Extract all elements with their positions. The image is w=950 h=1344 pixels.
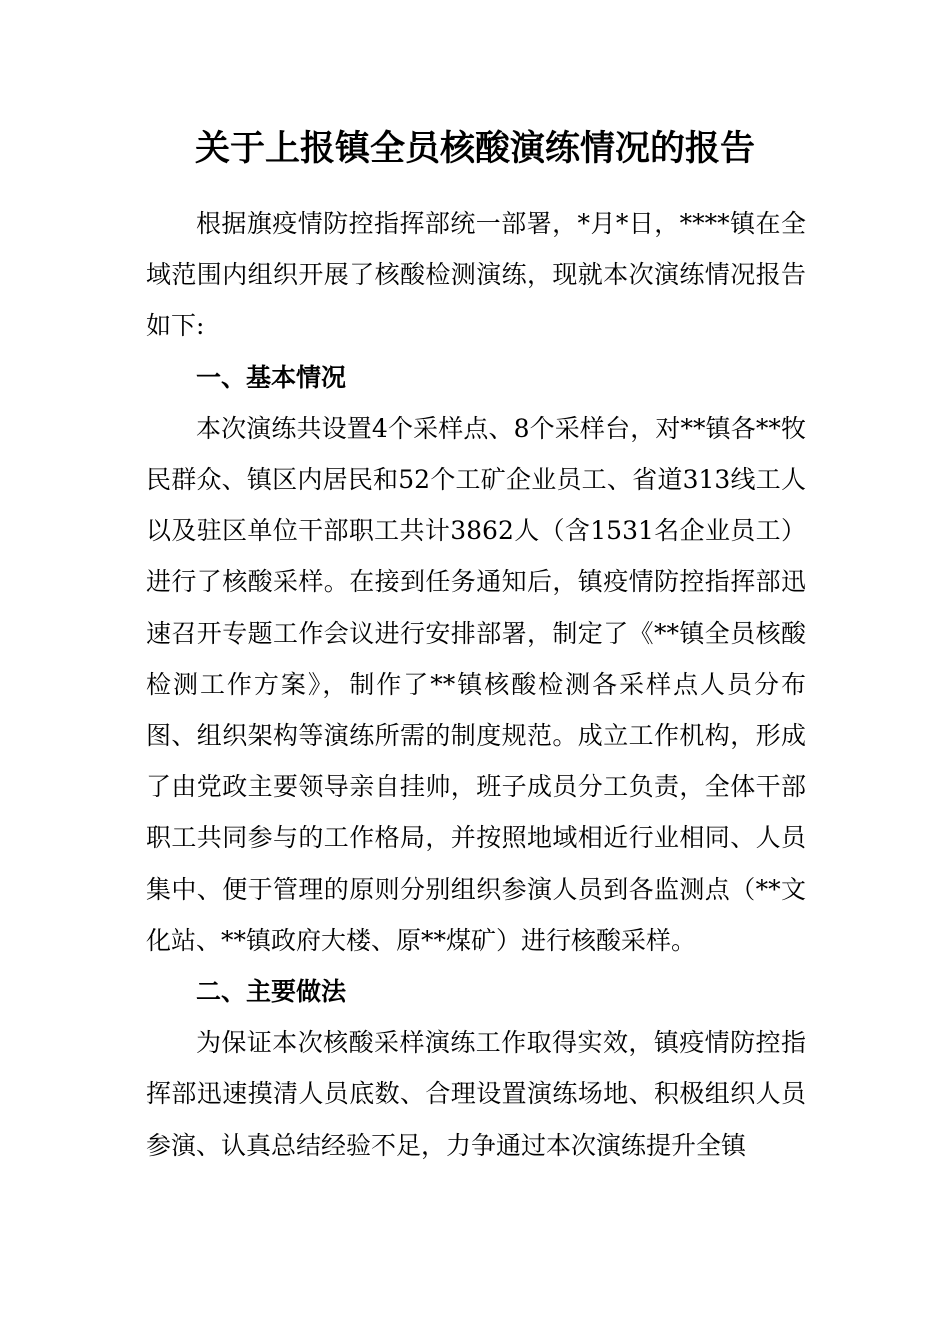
basic-situation-paragraph: 本次演练共设置4个采样点、8个采样台，对**镇各**牧民群众、镇区内居民和52个工矿企业员工、省道313线工人以及驻区单位干部职工共计3862人（含1531名企业员工）进行了核酸采样。在接到任务通知后，镇疫情防控指挥部迅速召开专题工作会议进行安排部署，制定了《**镇全员核酸检测工作方案》，制作了**镇核酸检测各采样点人员分布图、组织架构等演练所需的制度规范。成立工作机构，形成了由党政主要领导亲自挂帅，班子成员分工负责，全体干部职工共同参与的工作格局，并按照地域相近行业相同、人员集中、便于管理的原则分别组织参演人员到各监测点（**文化站、**镇政府大楼、原**煤矿）进行核酸采样。 <box>146 413 806 955</box>
section-heading-basic-situation: 一、基本情况 <box>196 362 347 392</box>
section-heading-main-practices: 二、主要做法 <box>196 977 347 1007</box>
document-title: 关于上报镇全员核酸演练情况的报告 <box>194 128 755 169</box>
document-body <box>146 198 806 1171</box>
intro-paragraph: 根据旗疫情防控指挥部统一部署，*月*日，****镇在全域范围内组织开展了核酸检测演练，现就本次演练情况报告如下: <box>146 209 806 341</box>
main-practices-paragraph: 为保证本次核酸采样演练工作取得实效，镇疫情防控指挥部迅速摸清人员底数、合理设置演练场地、积极组织人员参演、认真总结经验不足，力争通过本次演练提升全镇 <box>146 1028 806 1160</box>
